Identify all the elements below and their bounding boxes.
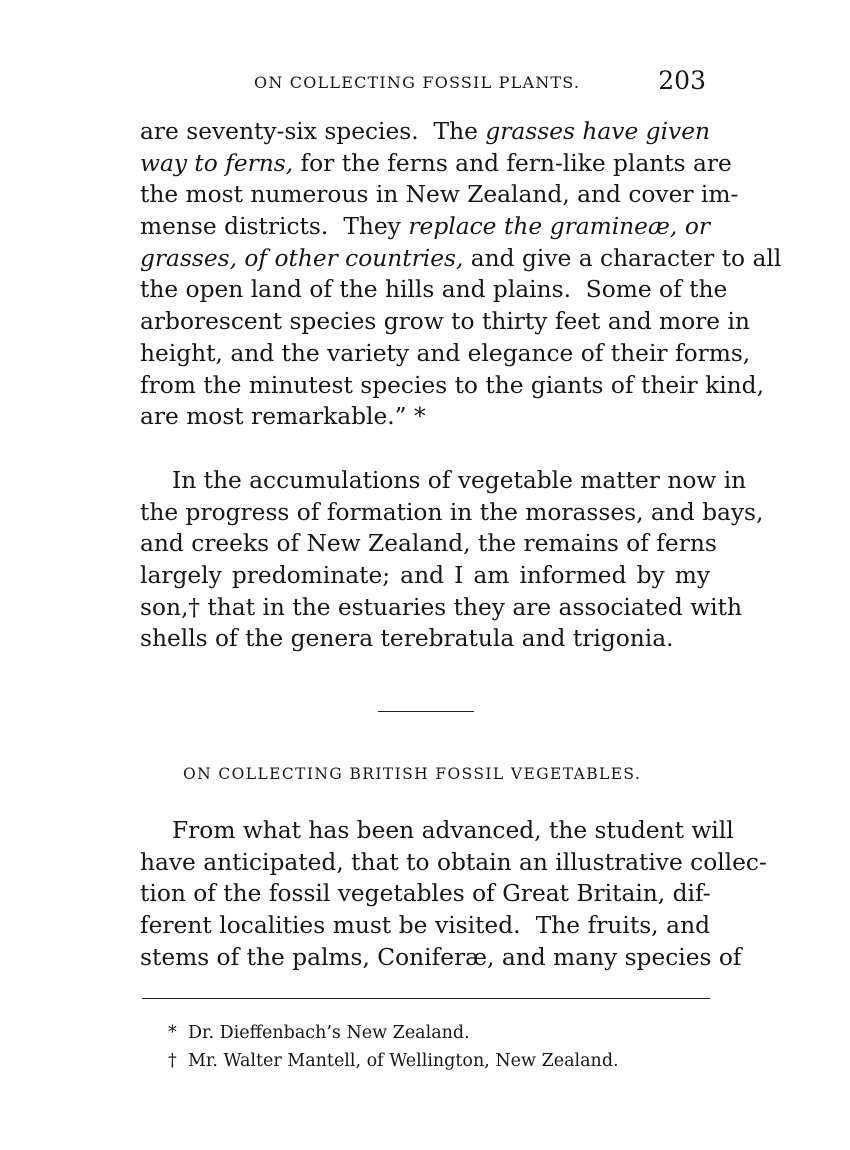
text-line — [140, 528, 717, 560]
text-run: from the minutest species to the giants of their kind, — [140, 371, 764, 399]
text-run: shells of the genera terebratula and trigonia. — [140, 625, 674, 653]
text-line — [140, 942, 742, 974]
text-run: the progress of formation in the morasses, and bays, — [140, 498, 764, 526]
page-number: 203 — [658, 66, 706, 95]
italic-text: replace the gramineæ, or — [408, 213, 710, 241]
text-line — [140, 148, 732, 180]
section-divider — [378, 711, 474, 712]
text-line — [140, 211, 710, 243]
text-run: height, and the variety and elegance of their forms, — [140, 339, 751, 367]
text-run: son,† that in the estuaries they are associated with — [140, 593, 742, 621]
footnote-item — [168, 1047, 619, 1075]
text-line — [140, 465, 747, 497]
text-line — [140, 497, 764, 529]
text-line — [140, 370, 764, 402]
text-line — [140, 560, 710, 592]
text-line — [140, 116, 710, 148]
text-run: and creeks of New Zealand, the remains of ferns — [140, 530, 717, 558]
text-run: ferent localities must be visited. The fruits, and — [140, 912, 710, 940]
italic-text: grasses, of other countries, — [140, 244, 464, 272]
text-run: arborescent species grow to thirty feet and more in — [140, 308, 750, 336]
text-run: tion of the fossil vegetables of Great Britain, dif- — [140, 880, 711, 908]
text-line — [140, 243, 782, 275]
footnotes — [168, 1019, 619, 1075]
text-line — [140, 401, 710, 433]
footnote-mark: † — [168, 1051, 177, 1071]
text-line — [140, 274, 728, 306]
running-head — [140, 66, 710, 96]
text-run: have anticipated, that to obtain an illustrative collec- — [140, 848, 767, 876]
text-line — [140, 623, 710, 655]
text-run: In the accumulations of vegetable matter now in — [172, 467, 747, 494]
text-run: mense districts. They — [140, 213, 409, 241]
text-run: for the ferns and fern-like plants are — [293, 149, 732, 177]
italic-text: grasses have given — [485, 118, 710, 145]
text-line — [140, 338, 751, 370]
section-heading: ON COLLECTING BRITISH FOSSIL VEGETABLES. — [183, 765, 642, 783]
italic-text: way to ferns, — [140, 149, 294, 177]
paragraph-collecting — [140, 815, 767, 973]
text-run: From what has been advanced, the student will — [172, 817, 734, 844]
footnote-mark: * — [168, 1023, 177, 1043]
text-run: stems of the palms, Coniferæ, and many species of — [140, 943, 742, 971]
text-run: are most remarkable.” * — [140, 403, 426, 431]
footnote-item — [168, 1019, 619, 1047]
footnote-rule — [142, 998, 710, 999]
text-line — [140, 815, 734, 847]
text-line — [140, 847, 767, 879]
paragraph-ferns-accumulation — [140, 465, 764, 655]
text-line — [140, 592, 742, 624]
text-line — [140, 878, 710, 910]
text-run: are seventy-six species. The — [140, 118, 486, 145]
running-title: ON COLLECTING FOSSIL PLANTS. — [254, 73, 581, 92]
paragraph-continuation — [140, 116, 782, 433]
text-line — [140, 306, 750, 338]
footnote-text: Mr. Walter Mantell, of Wellington, New Zealand. — [188, 1051, 619, 1071]
text-line — [140, 179, 739, 211]
footnote-text: Dr. Dieffenbach’s New Zealand. — [188, 1023, 470, 1043]
text-run: the open land of the hills and plains. Some of the — [140, 276, 728, 304]
text-run: largely predominate; and I am informed by my — [140, 562, 710, 590]
text-line — [140, 910, 710, 942]
text-run: and give a character to all — [463, 244, 782, 272]
text-run: the most numerous in New Zealand, and cover im- — [140, 181, 739, 209]
